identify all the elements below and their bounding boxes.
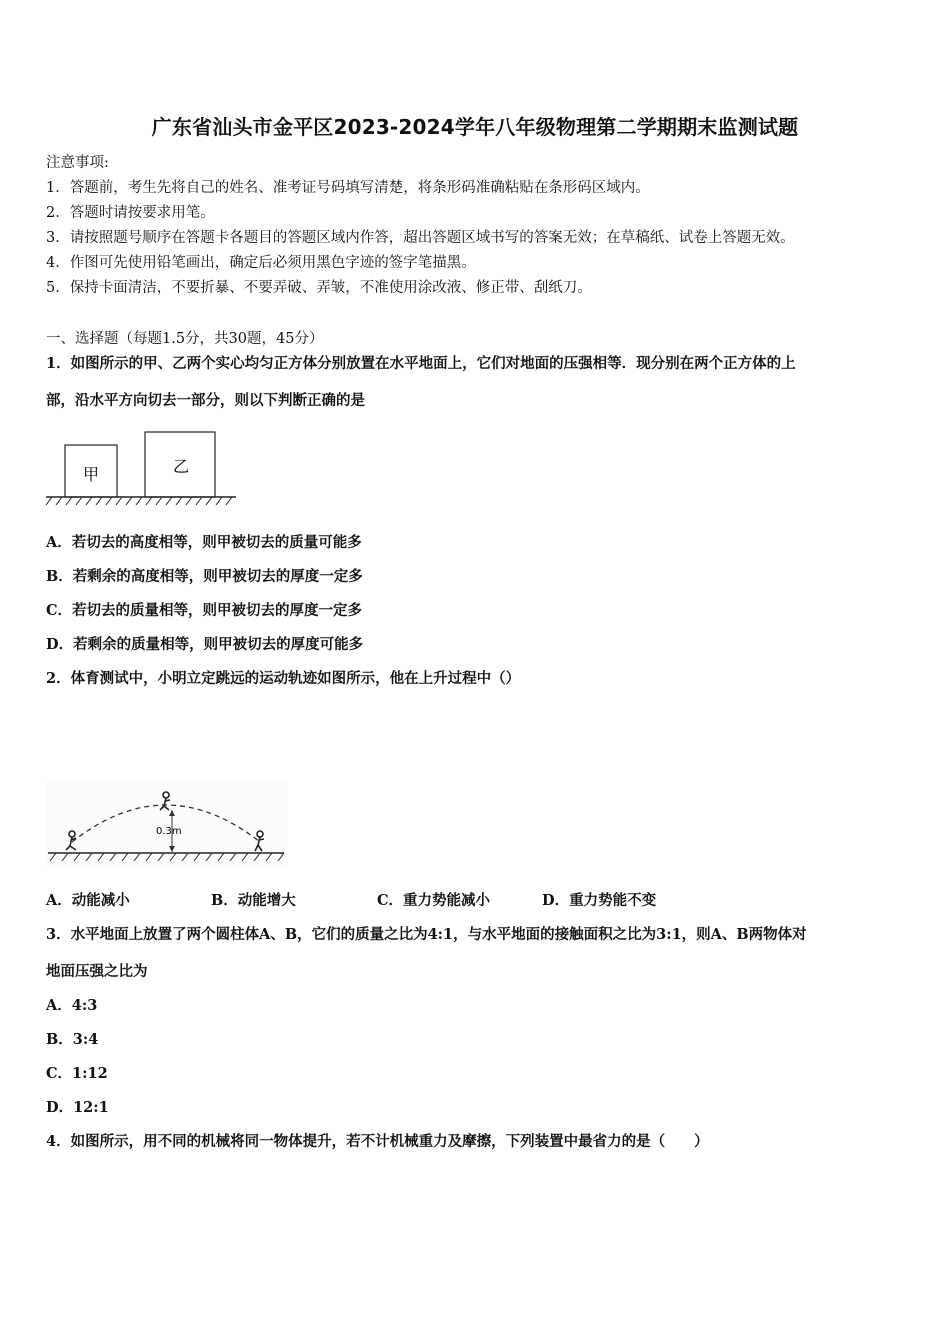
- question-1-figure: [44, 428, 244, 512]
- height-label: 0.3m: [156, 826, 182, 837]
- question-1-option-c: C．若切去的质量相等，则甲被切去的厚度一定多: [46, 602, 363, 619]
- question-1-stem: 1．如图所示的甲、乙两个实心均匀正方体分别放置在水平地面上，它们对地面的压强相等．现分别在两个正方体的上: [46, 355, 796, 372]
- question-3-stem: 3．水平地面上放置了两个圆柱体A、B，它们的质量之比为4:1，与水平地面的接触面积之比为3:1，则A、B两物体对: [46, 926, 807, 943]
- note-item: 2．答题时请按要求用笔。: [46, 205, 215, 221]
- question-2-option-d: D．重力势能不变: [542, 892, 657, 909]
- question-3-stem-cont: 地面压强之比为: [46, 963, 148, 980]
- question-2-stem: 2．体育测试中，小明立定跳远的运动轨迹如图所示，他在上升过程中（）: [46, 670, 521, 687]
- note-item: 5．保持卡面清洁，不要折暴、不要弄破、弄皱，不准使用涂改液、修正带、刮纸刀。: [46, 280, 592, 296]
- note-item: 1．答题前，考生先将自己的姓名、准考证号码填写清楚，将条形码准确粘贴在条形码区域内。: [46, 180, 650, 196]
- note-item: 4．作图可先使用铅笔画出，确定后必须用黑色字迹的签字笔描黑。: [46, 255, 476, 271]
- cube-yi-label: 乙: [172, 457, 190, 476]
- question-2-figure: [46, 780, 288, 870]
- question-3-option-a: A．4:3: [46, 997, 98, 1014]
- question-4-stem: 4．如图所示，用不同的机械将同一物体提升，若不计机械重力及摩擦，下列装置中最省力的是（ ）: [46, 1133, 709, 1150]
- note-item: 3．请按照题号顺序在答题卡各题目的答题区域内作答，超出答题区域书写的答案无效；在草稿纸、试卷上答题无效。: [46, 230, 795, 246]
- question-1-option-a: A．若切去的高度相等，则甲被切去的质量可能多: [46, 534, 362, 551]
- question-2-option-a: A．动能减小: [46, 892, 130, 909]
- question-3-option-b: B．3:4: [46, 1031, 99, 1048]
- cube-jia-label: 甲: [82, 465, 100, 484]
- section-heading: 一、选择题（每题1.5分，共30题，45分）: [46, 331, 324, 347]
- ground-hatching: [46, 497, 232, 505]
- question-1-option-d: D．若剩余的质量相等，则甲被切去的厚度可能多: [46, 636, 364, 653]
- question-1-stem-cont: 部，沿水平方向切去一部分，则以下判断正确的是: [46, 392, 365, 409]
- question-2-option-b: B．动能增大: [211, 892, 296, 909]
- notes-heading: 注意事项:: [46, 155, 109, 171]
- question-3-option-d: D．12:1: [46, 1099, 109, 1116]
- question-1-option-b: B．若剩余的高度相等，则甲被切去的厚度一定多: [46, 568, 363, 585]
- question-3-option-c: C．1:12: [46, 1065, 108, 1082]
- page-title: 广东省汕头市金平区2023-2024学年八年级物理第二学期期末监测试题: [151, 115, 799, 139]
- question-2-option-c: C．重力势能减小: [377, 892, 491, 909]
